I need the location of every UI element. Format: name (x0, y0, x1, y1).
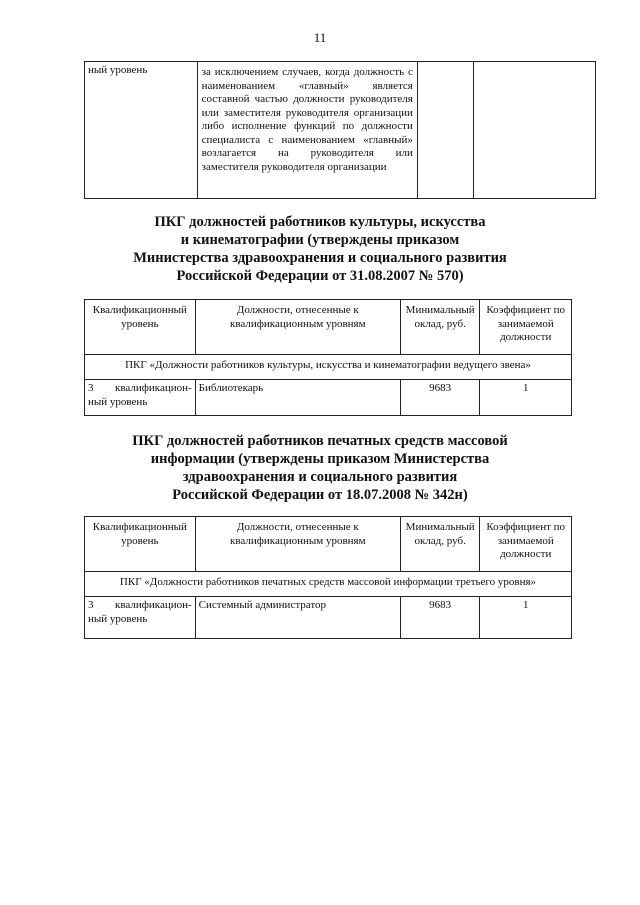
culture-table (84, 299, 572, 416)
table-row (85, 62, 596, 199)
salary-cell: 9683 (400, 380, 479, 416)
header-positions: Должности, отнесенные к квалификационным уровням (195, 300, 400, 355)
header-positions: Должности, отнесенные к квалификационным уровням (195, 517, 400, 572)
table-row (85, 597, 572, 639)
coefficient-cell: 1 (480, 597, 572, 639)
empty-cell (417, 62, 473, 199)
group-title: ПКГ «Должности работников культуры, искусства и кинематографии ведущего звена» (85, 355, 572, 380)
salary-cell: 9683 (400, 597, 479, 639)
header-salary: Минимальный оклад, руб. (400, 300, 479, 355)
section-heading-press: ПКГ должностей работников печатных средств массовой информации (утверждены приказом Министерства здравоохранения и социального развития Российской Федерации от 18.07.2008 № 342н) (132, 433, 508, 503)
position-cell: Библиотекарь (195, 380, 400, 416)
header-level: Квалификационный уровень (85, 517, 196, 572)
table-header-row (85, 517, 572, 572)
description-cell: за исключением случаев, когда должность с наименованием «главный» является составной частью должности руководителя или заместителя руководителя организации либо исполнение функций по должности специалиста с наименованием «главный» возлагается на руководителя или заместителя руководителя организации (197, 62, 417, 199)
section-heading-culture: ПКГ должностей работников культуры, искусства и кинематографии (утверждены приказом Министерства здравоохранения и социального развития Российской Федерации от 31.08.2007 № 570) (133, 214, 507, 284)
coefficient-cell: 1 (480, 380, 572, 416)
empty-cell (473, 62, 595, 199)
table-header-row (85, 300, 572, 355)
header-level: Квалификационный уровень (85, 300, 196, 355)
page-number: 11 (313, 30, 327, 45)
level-cell: 3 квалификацион- ный уровень (85, 597, 196, 639)
level-cell: 3 квалификацион- ный уровень (85, 380, 196, 416)
header-coefficient: Коэффициент по занимаемой должности (480, 517, 572, 572)
group-title: ПКГ «Должности работников печатных средств массовой информации третьего уровня» (85, 572, 572, 597)
continuation-table (84, 61, 596, 199)
level-cell: ный уровень (85, 62, 198, 199)
position-cell: Системный администратор (195, 597, 400, 639)
header-salary: Минимальный оклад, руб. (400, 517, 479, 572)
table-row (85, 380, 572, 416)
header-coefficient: Коэффициент по занимаемой должности (480, 300, 572, 355)
group-row (85, 572, 572, 597)
press-table (84, 516, 572, 639)
group-row (85, 355, 572, 380)
